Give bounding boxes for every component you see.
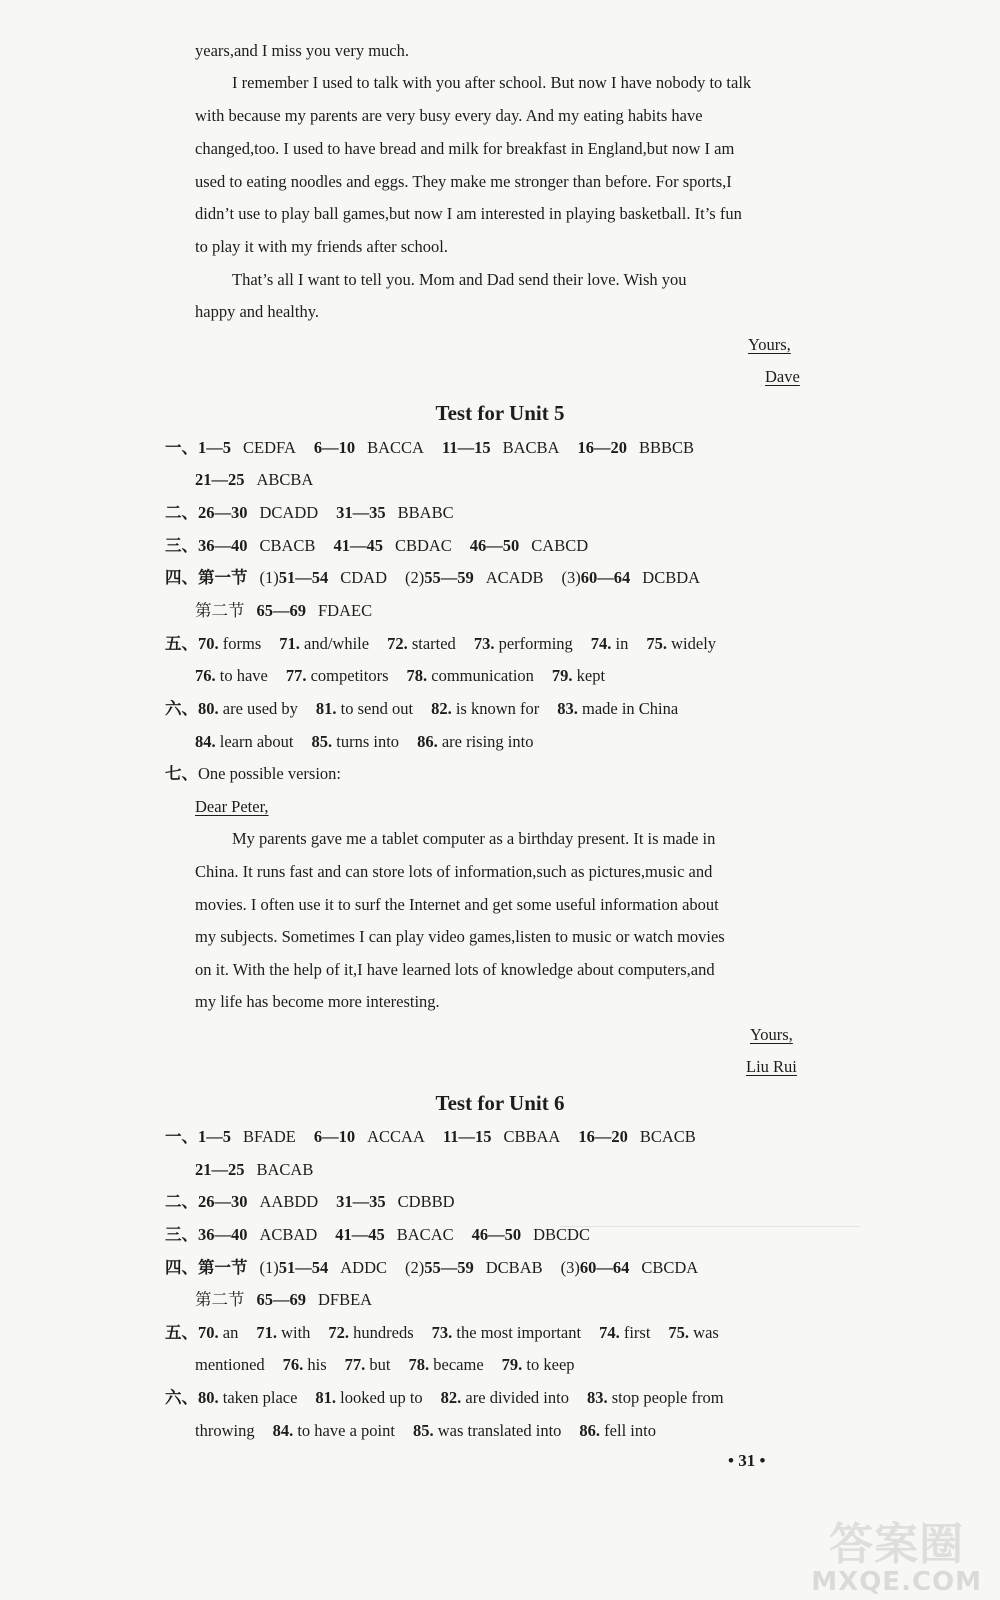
watermark-url: MXQE.COM (811, 1567, 982, 1597)
unit6-section-1: 一、1—5 BFADE 6—10 ACCAA 11—15 CBBAA 16—20 BCACB (165, 1127, 696, 1146)
unit6-section-5: 五、70. an 71. with 72. hundreds 73. the most important 74. first 75. was (165, 1323, 719, 1342)
letter-closing: Yours, (750, 1025, 793, 1044)
unit5-section-5-cont: 76. to have 77. competitors 78. communication 79. kept (195, 666, 606, 685)
letter-line: on it. With the help of it,I have learned lots of knowledge about computers,and (195, 960, 715, 979)
letter-line: movies. I often use it to surf the Internet and get some useful information about (195, 895, 719, 914)
unit6-section-4-part2: 第二节 65—69 DFBEA (195, 1290, 373, 1309)
letter-line: didn’t use to play ball games,but now I am interested in playing basketball. It’s fun (195, 204, 742, 223)
letter-line: changed,too. I used to have bread and milk for breakfast in England,but now I am (195, 139, 735, 158)
unit5-section-4: 四、第一节 (1)51—54 CDAD (2)55—59 ACADB (3)60—64 DCBDA (165, 568, 701, 587)
unit5-section-2: 二、26—30 DCADD 31—35 BBABC (165, 503, 454, 522)
letter-line: China. It runs fast and can store lots of information,such as pictures,music and (195, 862, 713, 881)
watermark-text: 答案圈 (829, 1519, 965, 1570)
unit5-section-5: 五、70. forms 71. and/while 72. started 73. performing 74. in 75. widely (165, 634, 717, 653)
unit5-section-3: 三、36—40 CBACB 41—45 CBDAC 46—50 CABCD (165, 536, 589, 555)
unit5-section-1: 一、1—5 CEDFA 6—10 BACCA 11—15 BACBA 16—20 BBBCB (165, 438, 694, 457)
letter-line: my subjects. Sometimes I can play video games,listen to music or watch movies (195, 927, 725, 946)
letter-line: to play it with my friends after school. (195, 237, 448, 256)
unit5-section-6-cont: 84. learn about 85. turns into 86. are rising into (195, 732, 534, 751)
unit5-section-7: 七、One possible version: (165, 764, 341, 783)
letter-line: with because my parents are very busy every day. And my eating habits have (195, 106, 703, 125)
letter-signature: Dave (765, 367, 800, 386)
watermark-logo (811, 1519, 982, 1597)
letter-signature: Liu Rui (746, 1057, 797, 1076)
letter-line: My parents gave me a tablet computer as a birthday present. It is made in (232, 829, 716, 848)
scan-line (560, 1226, 860, 1227)
page-number: • 31 • (728, 1451, 766, 1470)
unit5-section-4-part2: 第二节 65—69 FDAEC (195, 601, 373, 620)
unit6-section-3: 三、36—40 ACBAD 41—45 BACAC 46—50 DBCDC (165, 1225, 590, 1244)
letter-line: I remember I used to talk with you after school. But now I have nobody to talk (232, 73, 752, 92)
letter-line: happy and healthy. (195, 302, 320, 321)
unit6-section-4: 四、第一节 (1)51—54 ADDC (2)55—59 DCBAB (3)60—64 CBCDA (165, 1258, 699, 1277)
unit5-section-1-cont: 21—25 ABCBA (195, 470, 314, 489)
unit6-section-1-cont: 21—25 BACAB (195, 1160, 314, 1179)
unit5-title: Test for Unit 5 (435, 401, 565, 425)
unit6-section-2: 二、26—30 AABDD 31—35 CDBBD (165, 1192, 455, 1211)
letter-closing: Yours, (748, 335, 791, 354)
letter-line: my life has become more interesting. (195, 992, 440, 1011)
letter-line: used to eating noodles and eggs. They make me stronger than before. For sports,I (195, 172, 732, 191)
unit6-title: Test for Unit 6 (435, 1091, 565, 1115)
letter-greeting: Dear Peter, (195, 797, 269, 816)
letter-line: That’s all I want to tell you. Mom and Dad send their love. Wish you (232, 270, 687, 289)
unit6-section-5-cont: mentioned 76. his 77. but 78. became 79. to keep (195, 1355, 575, 1374)
unit5-section-6: 六、80. are used by 81. to send out 82. is known for 83. made in China (165, 699, 679, 718)
unit6-section-6-cont: throwing 84. to have a point 85. was translated into 86. fell into (195, 1421, 656, 1440)
unit6-section-6: 六、80. taken place 81. looked up to 82. are divided into 83. stop people from (165, 1388, 724, 1407)
letter-line: years,and I miss you very much. (195, 41, 409, 60)
